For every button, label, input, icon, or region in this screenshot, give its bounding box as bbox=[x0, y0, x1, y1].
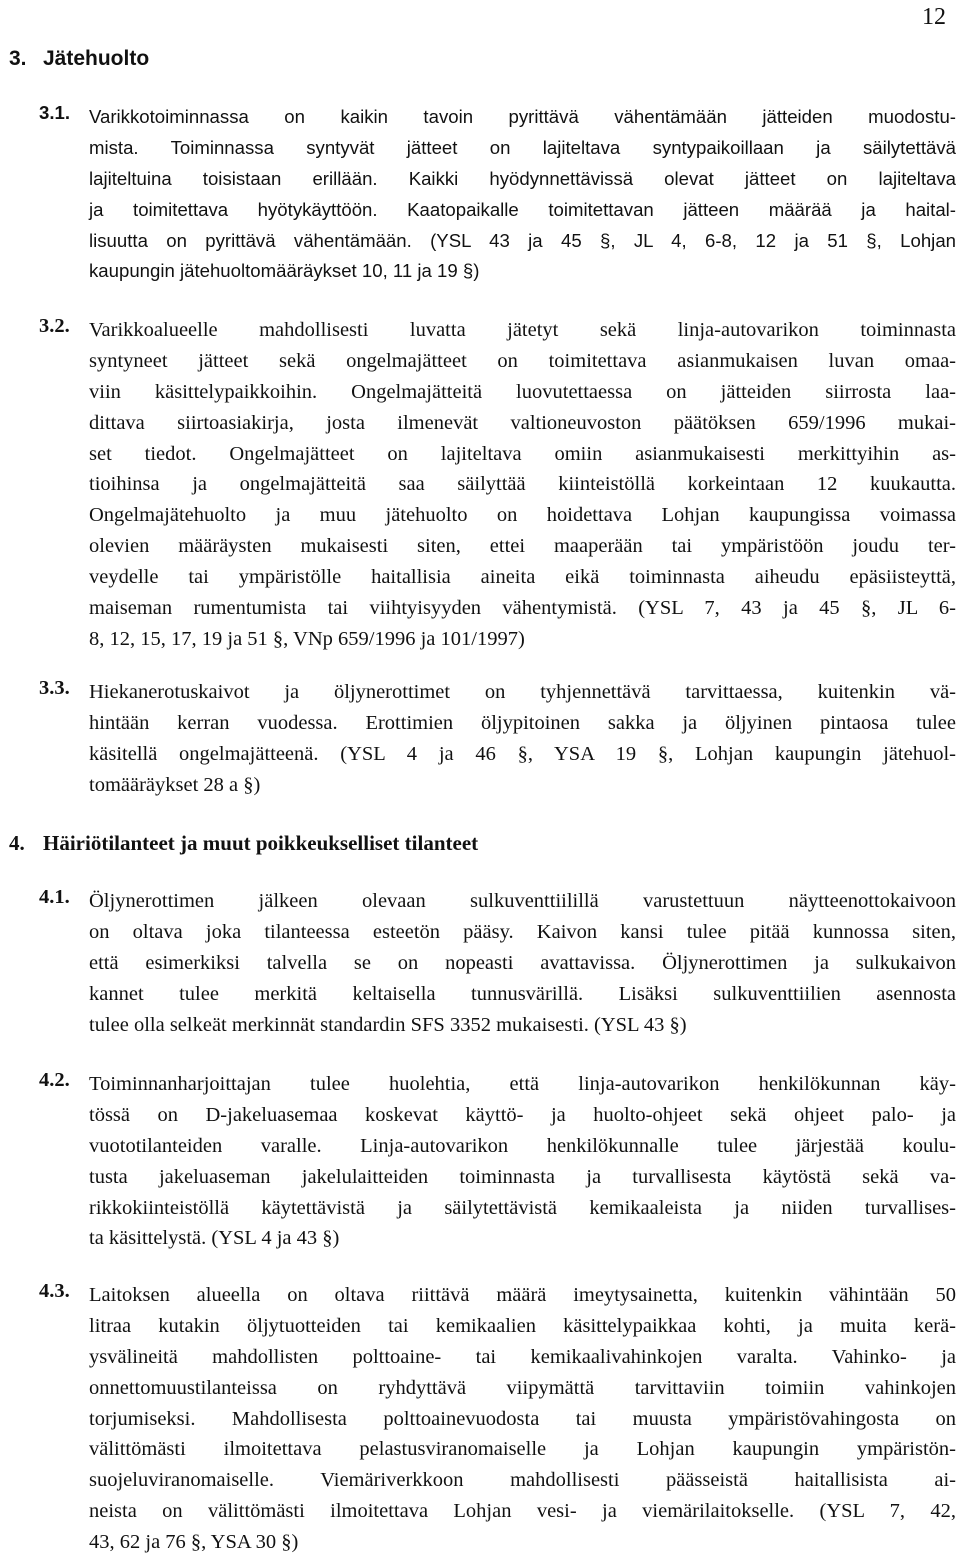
text-line: Toiminnanharjoittajan tulee huolehtia, että linja-autovarikon henkilökunnan käy- bbox=[89, 1073, 956, 1095]
text-line: Ongelmajätehuolto ja muu jätehuolto on hoidettava Lohjan kaupungissa voimassa bbox=[89, 504, 956, 527]
text-line: välittömästi ilmoitettava pelastusviranomaiselle ja Lohjan kaupungin ympäristön- bbox=[89, 1438, 956, 1461]
text-line: 43, 62 ja 76 §, YSA 30 §) bbox=[89, 1531, 299, 1554]
text-line: veydelle tai ympäristölle haitallisia aineita eikä toiminnasta aiheudu epäsiisteyttä, bbox=[89, 566, 956, 589]
paragraph-body bbox=[89, 1280, 956, 1558]
text-line: on oltava joka tilanteessa esteetön pääsy. Kaivon kansi tulee pitää kunnossa siten, bbox=[89, 920, 956, 943]
paragraph-body bbox=[89, 315, 956, 655]
text-line: tioihinsa ja ongelmajätteitä saa säilyttää kiinteistöllä korkeintaan 12 kuukautta. bbox=[89, 473, 956, 496]
text-line: rikkokiinteistöllä käytettävistä ja säilytettävistä kemikaaleista ja niiden turvallises- bbox=[89, 1196, 956, 1219]
paragraph-body bbox=[89, 886, 956, 1040]
section-title: Häiriötilanteet ja muut poikkeukselliset tilanteet bbox=[43, 831, 479, 855]
text-line: dittava siirtoasiakirja, josta ilmenevät valtioneuvoston päätöksen 659/1996 mukai- bbox=[89, 411, 956, 434]
text-line: ta käsittelystä. (YSL 4 ja 43 §) bbox=[89, 1227, 340, 1250]
section-title: Jätehuolto bbox=[43, 47, 150, 70]
text-line: syntyneet jätteet sekä ongelmajätteet on toimitettava asianmukaisen luvan omaa- bbox=[89, 349, 956, 372]
text-line: suojeluviranomaiselle. Viemäriverkkoon mahdollisesti päässeistä haitallisista ai- bbox=[89, 1469, 956, 1492]
section-heading-3 bbox=[9, 45, 149, 73]
text-line: ysvälineitä mahdollisten polttoaine- tai kemikaalivahinkojen varalta. Vahinko- ja bbox=[89, 1345, 956, 1368]
text-line: hintään kerran vuodessa. Erottimien öljypitoinen sakka ja öljyinen pintaosa tulee bbox=[89, 711, 956, 734]
text-line: kaupungin jätehuoltomääräykset 10, 11 ja 19 §) bbox=[89, 260, 480, 282]
text-line: vuototilanteiden varalle. Linja-autovarikon henkilökunnalle tulee järjestää koulu- bbox=[89, 1134, 956, 1157]
paragraph-number: 3.2. bbox=[39, 315, 70, 337]
paragraph-body bbox=[89, 1069, 956, 1254]
text-line: litraa kutakin öljytuotteiden tai kemikaalien käsittelypaikkaa kohti, ja muita kerä- bbox=[89, 1314, 956, 1337]
text-line: torjumiseksi. Mahdollisesta polttoainevuodosta tai muusta ympäristövahingosta on bbox=[89, 1407, 956, 1430]
text-line: lisuutta on pyrittävä vähentämään. (YSL 43 ja 45 §, JL 4, 6-8, 12 ja 51 §, Lohjan bbox=[89, 229, 956, 251]
paragraph-body bbox=[89, 102, 956, 287]
text-line: maiseman rumentumista tai viihtyisyyden vähentymistä. (YSL 7, 43 ja 45 §, JL 6- bbox=[89, 597, 956, 620]
text-line: kannet tulee merkitä keltaisella tunnusvärillä. Lisäksi sulkuventtiilien asennosta bbox=[89, 982, 956, 1005]
section-heading-4 bbox=[9, 829, 478, 857]
page-number: 12 bbox=[922, 4, 946, 30]
paragraph-body bbox=[89, 677, 956, 801]
text-line: Öljynerottimen jälkeen olevaan sulkuventtiilillä varustettuun näytteenottokaivoon bbox=[89, 890, 956, 912]
text-line: lajiteltuina toisistaan erillään. Kaikki hyödynnettävissä olevat jätteet on lajiteltava bbox=[89, 167, 956, 189]
paragraph-number: 3.1. bbox=[39, 102, 71, 123]
text-line: 8, 12, 15, 17, 19 ja 51 §, VNp 659/1996 ja 101/1997) bbox=[89, 627, 525, 650]
text-line: neista on välittömästi ilmoitettava Lohjan vesi- ja viemärilaitokselle. (YSL 7, 42, bbox=[89, 1500, 956, 1523]
text-line: ja toimitettava hyötykäyttöön. Kaatopaikalle toimitettavan jätteen määrää ja haital- bbox=[89, 198, 956, 220]
text-line: olevien määräysten mukaisesti siten, ettei maaperään tai ympäristöön joudu ter- bbox=[89, 535, 956, 558]
text-line: Varikkotoiminnassa on kaikin tavoin pyrittävä vähentämään jätteiden muodostu- bbox=[89, 106, 956, 127]
paragraph-number: 4.1. bbox=[39, 886, 70, 908]
text-line: mista. Toiminnassa syntyvät jätteet on lajiteltava syntypaikoillaan ja säilytettävä bbox=[89, 136, 956, 158]
text-line: Hiekanerotuskaivot ja öljynerottimet on tyhjennettävä tarvittaessa, kuitenkin vä- bbox=[89, 681, 956, 703]
paragraph-number: 4.3. bbox=[39, 1280, 70, 1302]
text-line: viin käsittelypaikkoihin. Ongelmajätteitä luovutettaessa on jätteiden siirrosta laa- bbox=[89, 380, 956, 403]
text-line: tusta jakeluaseman jakelulaitteiden toiminnasta ja turvallisesta käytöstä sekä va- bbox=[89, 1165, 956, 1188]
paragraph-number: 3.3. bbox=[39, 677, 70, 699]
text-line: Varikkoalueelle mahdollisesti luvatta jätetyt sekä linja-autovarikon toiminnasta bbox=[89, 319, 956, 341]
text-line: käsitellä ongelmajätteenä. (YSL 4 ja 46 §, YSA 19 §, Lohjan kaupungin jätehuol- bbox=[89, 742, 956, 765]
text-line: set tiedot. Ongelmajätteet on lajiteltava omiin asianmukaisesti merkittyihin as- bbox=[89, 442, 956, 465]
text-line: onnettomuustilanteissa on ryhdyttävä viipymättä tarvittaviin toimiin vahinkojen bbox=[89, 1376, 956, 1399]
section-number: 4. bbox=[9, 831, 25, 855]
section-number: 3. bbox=[9, 47, 27, 70]
text-line: Laitoksen alueella on oltava riittävä määrä imeytysainetta, kuitenkin vähintään 50 bbox=[89, 1284, 956, 1306]
text-line: tössä on D-jakeluasemaa koskevat käyttö- ja huolto-ohjeet sekä ohjeet palo- ja bbox=[89, 1103, 956, 1126]
text-line: tomääräykset 28 a §) bbox=[89, 773, 261, 796]
text-line: tulee olla selkeät merkinnät standardin SFS 3352 mukaisesti. (YSL 43 §) bbox=[89, 1013, 687, 1036]
paragraph-number: 4.2. bbox=[39, 1069, 70, 1091]
text-line: että esimerkiksi talvella se on nopeasti avattavissa. Öljynerottimen ja sulkukaivon bbox=[89, 951, 956, 974]
